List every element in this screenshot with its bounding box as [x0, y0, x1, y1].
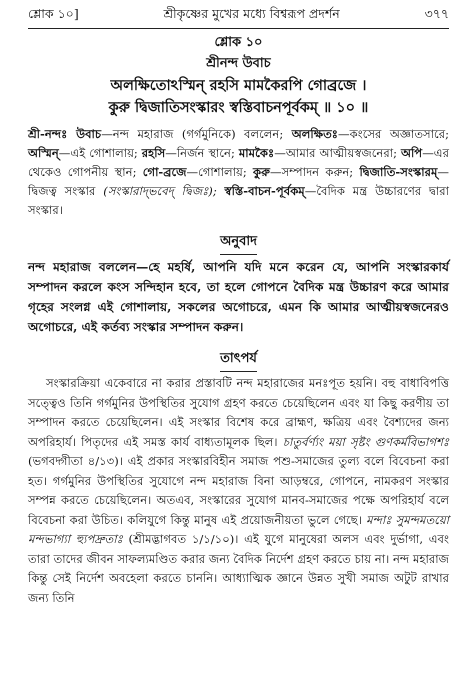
purport-text — [28, 374, 449, 608]
purport-heading-text: তাৎপর্য — [220, 349, 257, 372]
synonym-meaning: এই গোশালায়; — [70, 146, 138, 160]
page-number: ৩৭৭ — [424, 6, 449, 21]
synonym-term: দ্বিজাতি-সংস্কারম্ — [359, 165, 438, 179]
synonym-meaning: দ্বিজত্ব সংস্কার — [28, 184, 96, 198]
synonym-meaning: নন্দ মহারাজ (গর্গমুনিকে) বললেন; — [112, 127, 284, 141]
translation-text: নন্দ মহারাজ বললেন—হে মহর্ষি, আপনি যদি মনে করেন যে, আপনি সংস্কারকার্য সম্পাদন করলে কংস সন্দিহান হবে, তা হলে গোপনে বৈদিক মন্ত্র উচ্চারণ করে আমার গৃহের সংলগ্ন এই গোশালায়, সকলের অগোচরে, এমন কি আমার আত্মীয়স্বজনেরও অগোচরে, এই কর্তব্য সংস্কার সম্পাদন করুন। — [28, 260, 449, 334]
translation-heading-text: অনুবাদ — [220, 232, 257, 255]
synonym-note: (সংস্কারাদ্‌ভবেদ্ দ্বিজঃ); — [103, 184, 217, 198]
verse-speaker: শ্রীনন্দ উবাচ — [206, 56, 271, 71]
synonym-meaning: আমার আত্মীয়স্বজনেরা; — [285, 146, 397, 160]
synonym-meaning: কংসের অজ্ঞাতসারে; — [349, 127, 449, 141]
synonym-meaning: সম্পাদন করুন; — [281, 165, 354, 179]
synonym-term: অলক্ষিতঃ — [291, 127, 338, 141]
purport-para-3: এই যুগে মানুষেরা অলস এবং দুর্ভাগা, এবং তারা তাদের জীবন সাফল্যমণ্ডিত করার জন্য বৈদিক নির্দেশ গ্রহণ করতে চায় না। নন্দ মহারাজ কিন্তু সেই নির্দেশ অবহেলা করতে চাননি। আধ্যাত্মিক জ্ঞানে উন্নত সুখী সমাজ অটুট রাখার জন্য তিনি — [28, 532, 450, 605]
synonym-meaning: বৈদিক মন্ত্র উচ্চারণের দ্বারা সংস্কার। — [28, 184, 449, 217]
synonym-term: স্বস্তি-বাচন-পূর্বকম্ — [224, 184, 305, 198]
word-for-word-synonyms: শ্রী-নন্দঃ উবাচ—নন্দ মহারাজ (গর্গমুনিকে) বললেন; অলক্ষিতঃ—কংসের অজ্ঞাতসারে; অস্মিন্—এই গোশালায়; রহসি—নির্জন স্থানে; মামকৈঃ—আমার আত্মীয়স্বজনেরা; অপি—এর থেকেও গোপনীয় স্থান; গো-ব্রজে—গোশালায়; কুরু—সম্পাদন করুন; দ্বিজাতি-সংস্কারম্—দ্বিজত্ব সংস্কার (সংস্কারাদ্‌ভবেদ্ দ্বিজঃ); স্বস্তি-বাচন-পূর্বকম্—বৈদিক মন্ত্র উচ্চারণের দ্বারা সংস্কার। — [28, 127, 449, 217]
verse-line-2: কুরু দ্বিজাতিসংস্কারং স্বস্তিবাচনপূর্বকম্‌ ॥ ১০ ॥ — [108, 99, 369, 116]
purport-heading — [28, 349, 449, 372]
synonym-meaning: নির্জন স্থানে; — [176, 146, 235, 160]
header-divider — [28, 28, 449, 29]
synonym-meaning: এর থেকেও গোপনীয় স্থান; — [28, 146, 449, 179]
header-chapter-title: শ্রীকৃষ্ণের মুখের মধ্যে বিশ্বরূপ প্রদর্শন — [163, 6, 340, 21]
purport-ref-2: (শ্রীমদ্ভাগবত ১/১/১০)। — [128, 532, 239, 546]
synonym-term: অস্মিন্ — [28, 146, 59, 160]
purport-para-2: এই প্রকার সংস্কারবিহীন সমাজ পশু-সমাজের তুল্য বলে বিবেচনা করা হত। গর্গমুনির উপস্থিতির সুযোগে নন্দ মহারাজ বিনা আড়ম্বরে, গোপনে, নামকরণ সংস্কার সম্পন্ন করতে চেয়েছিলেন। অতএব, সংস্কারের সুযোগ মানব-সমাজের পক্ষে অপরিহার্য বলে বিবেচনা করা উচিত। কলিযুগে কিন্তু মানুষ এই প্রয়োজনীয়তা ভুলে গেছে। — [28, 454, 449, 527]
synonym-term: শ্রী-নন্দঃ উবাচ — [28, 127, 102, 141]
synonym-term: মামকৈঃ — [238, 146, 275, 160]
synonym-term: রহসি — [141, 146, 166, 160]
verse-number: শ্লোক ১০ — [214, 35, 263, 50]
purport-para-1b: পিতৃদের এই সমস্ত কার্য বাধ্যতামূলক ছিল। — [81, 434, 278, 449]
translation-heading — [28, 232, 449, 255]
purport-quote-1: চাতুর্বর্ণ্যং ময়া সৃষ্টং গুণকর্মবিভাগশঃ — [282, 434, 450, 449]
synonym-term: কুরু — [253, 165, 271, 179]
synonym-term: গো-ব্রজে — [142, 165, 187, 179]
purport-ref-1: (ভগবদ্গীতা ৪/১৩)। — [28, 454, 123, 468]
running-header — [28, 6, 449, 28]
synonym-term: অপি — [400, 146, 423, 160]
purport-para-1: সংস্কারক্রিয়া একেবারে না করার প্রস্তাবটি নন্দ মহারাজের মনঃপূত হয়নি। বহু বাধাবিপত্তি সত্ত্বেও তিনি গর্গমুনির উপস্থিতির সুযোগ গ্রহণ করতে চেয়েছিলেন এবং যা কিছু করণীয় তা সম্পাদন করতে চেয়েছিলেন। এই সংস্কার বিশেষ করে ব্রাহ্মণ, ক্ষত্রিয় এবং বৈশ্যদের জন্য অপরিহার্য। — [28, 376, 449, 449]
synonym-meaning: গোশালায়; — [198, 165, 247, 179]
verse-line-1: অলক্ষিতোঽস্মিন্ রহসি মামকৈরপি গোব্রজে । — [110, 77, 367, 94]
header-verse-ref: শ্লোক ১০] — [28, 6, 79, 21]
purport-quote-2: মন্দাঃ সুমন্দমতয়ো মন্দভাগ্যা হ্যুপদ্রুতাঃ — [28, 512, 450, 546]
